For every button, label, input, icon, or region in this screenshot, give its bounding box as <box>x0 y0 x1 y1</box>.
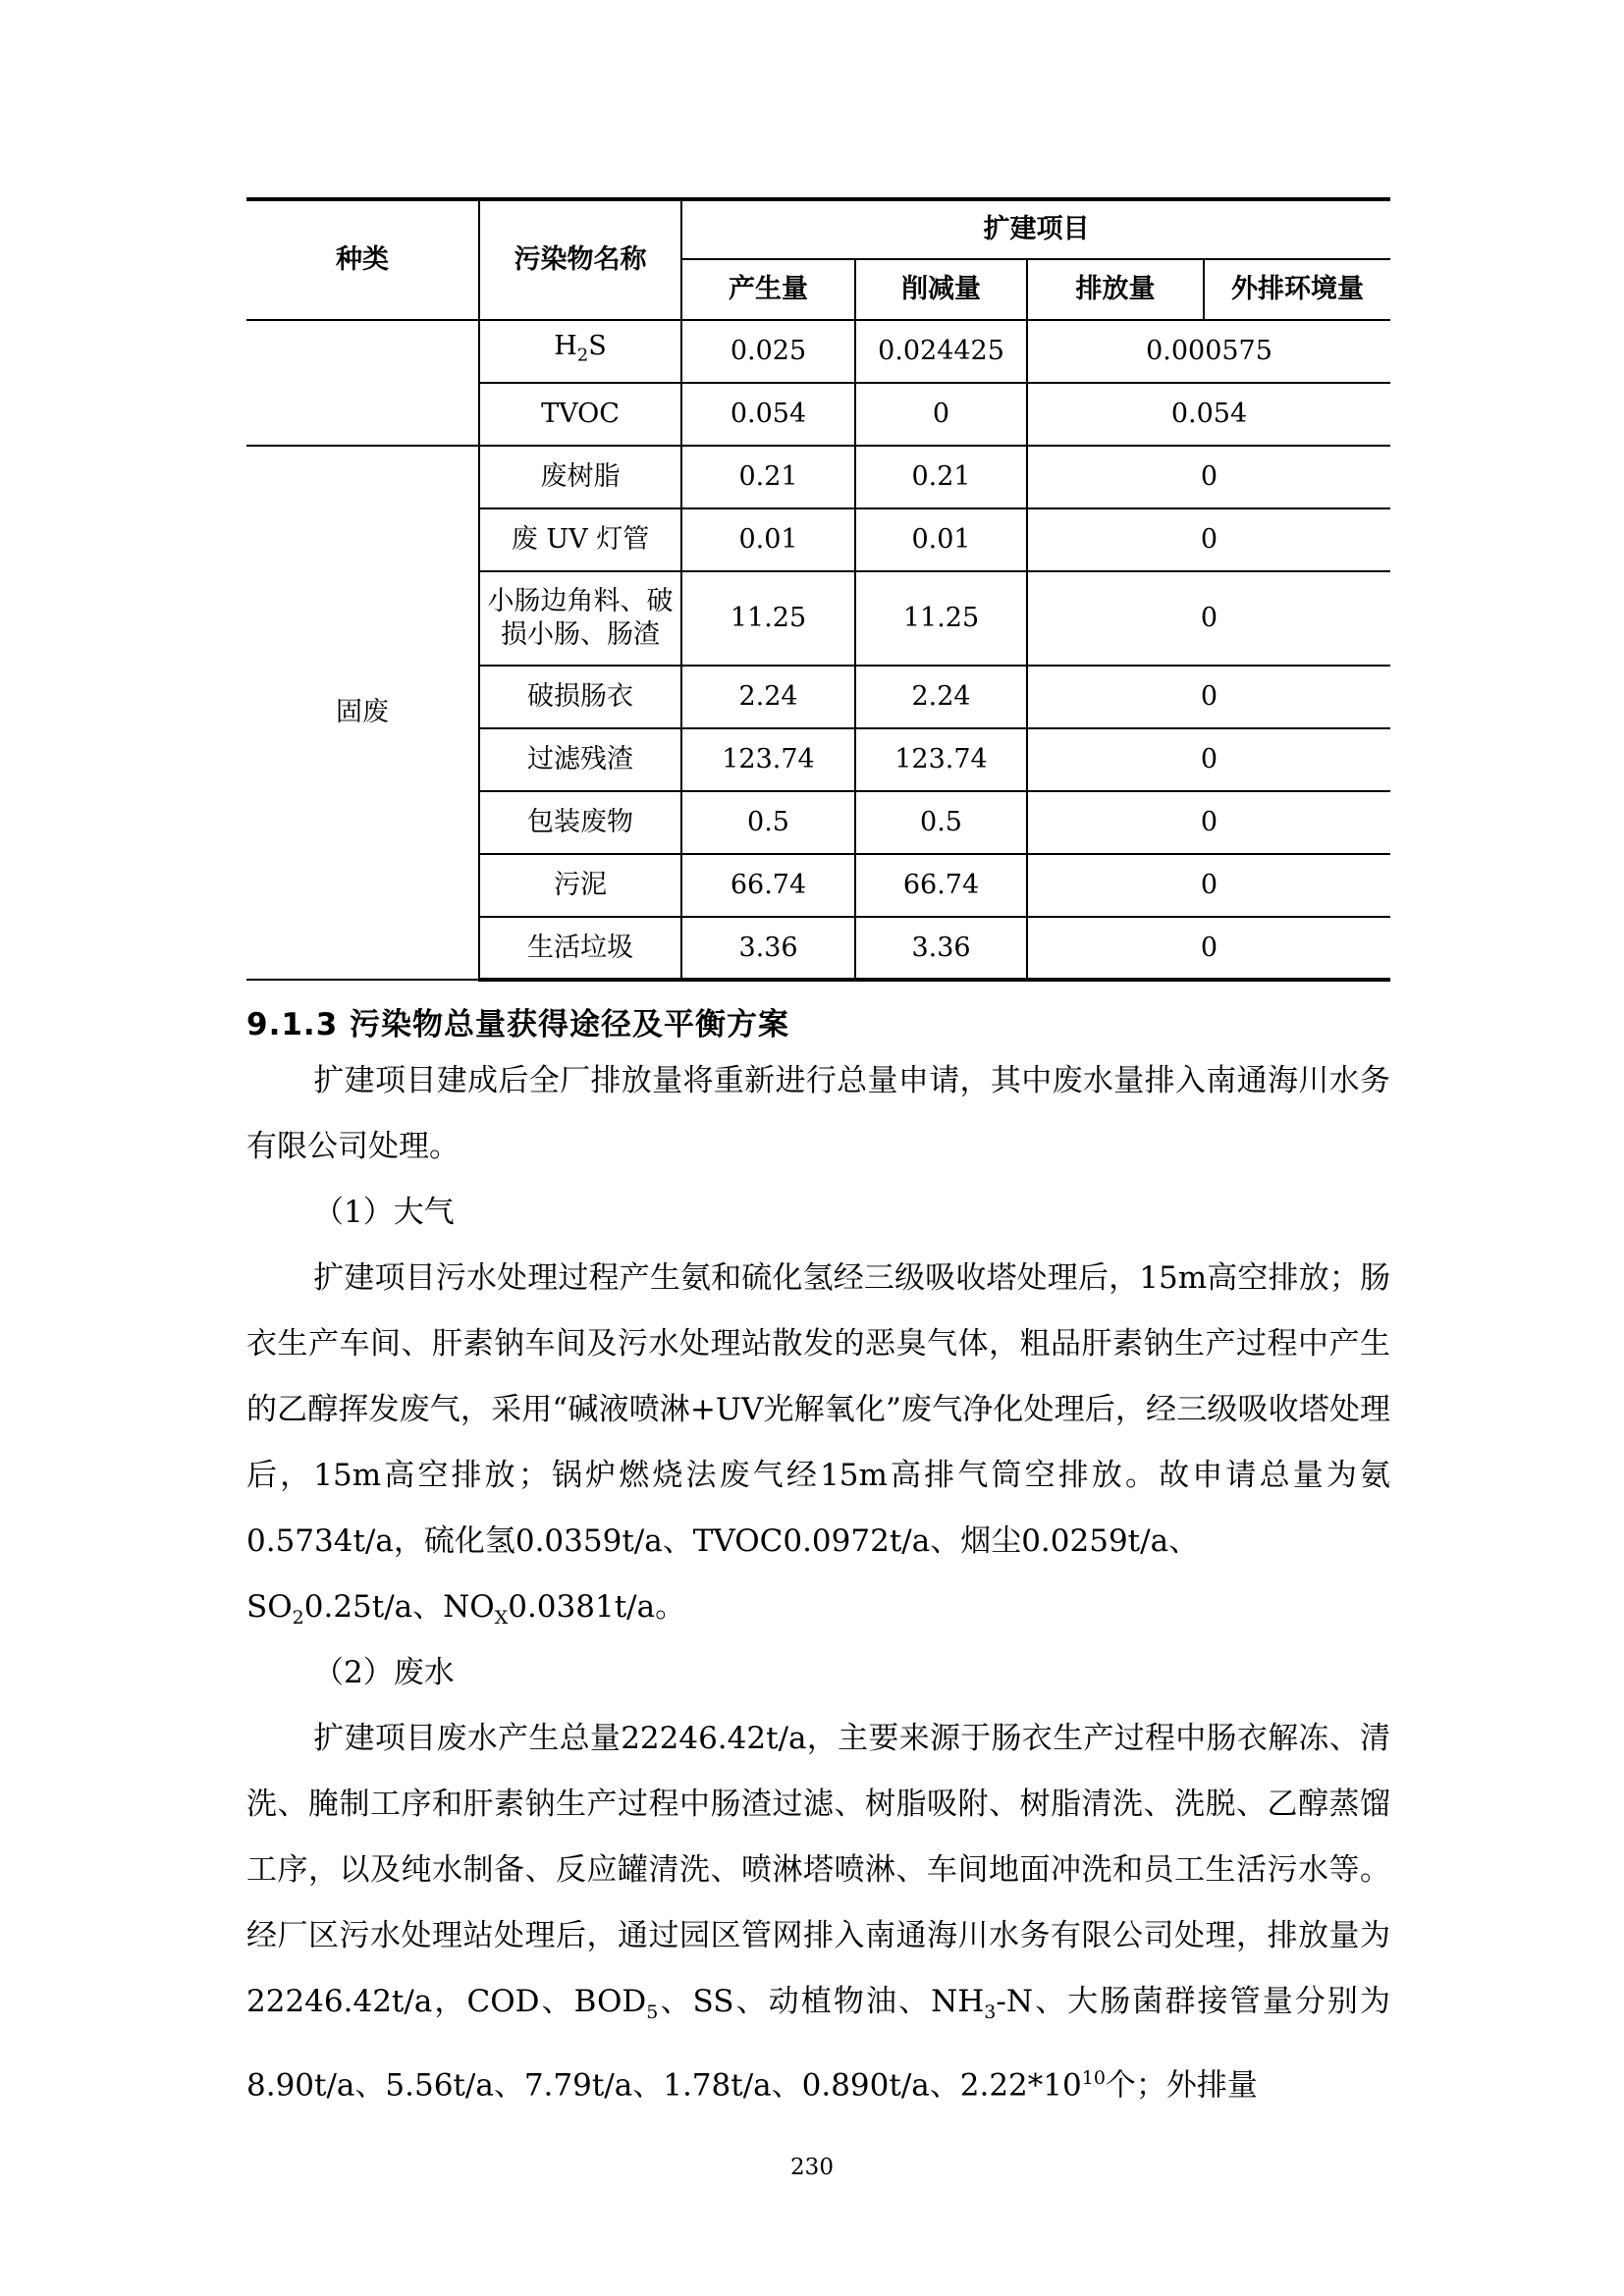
header-external: 外排环境量 <box>1204 259 1390 320</box>
intro-paragraph: 扩建项目建成后全厂排放量将重新进行总量申请，其中废水量排入南通海川水务有限公司处理。 <box>246 1063 1390 1164</box>
pollutant-name: 破损肠衣 <box>479 666 681 728</box>
reduced-value: 11.25 <box>855 571 1027 666</box>
produced-value: 0.21 <box>681 446 855 508</box>
header-reduced: 削减量 <box>855 259 1027 320</box>
table-row <box>246 446 1390 508</box>
page-number: 230 <box>790 2155 834 2180</box>
reduced-value: 0.5 <box>855 791 1027 854</box>
table-header-row <box>246 199 1390 259</box>
produced-value: 0.025 <box>681 320 855 383</box>
reduced-value: 0.024425 <box>855 320 1027 383</box>
pollutant-name: TVOC <box>479 383 681 446</box>
header-discharged: 排放量 <box>1027 259 1204 320</box>
pollutant-name: $H_2S$ <box>479 320 681 383</box>
discharge-value: 0.054 <box>1027 383 1390 446</box>
pollutant-name: 污泥 <box>479 854 681 917</box>
header-produced: 产生量 <box>681 259 855 320</box>
category-cell-solid: 固废 <box>246 446 479 980</box>
reduced-value: 0.01 <box>855 508 1027 571</box>
water-paragraph: 扩建项目废水产生总量22246.42t/a，主要来源于肠衣生产过程中肠衣解冻、清洗、腌制工序和肝素钠生产过程中肠渣过滤、树脂吸附、树脂清洗、洗脱、乙醇蒸馏工序，以及纯水制备、反应罐清洗、喷淋塔喷淋、车间地面冲洗和员工生活污水等。经厂区污水处理站处理后，通过园区管网排入南通海川水务有限公司处理，排放量为22246.42t/a，COD、$BOD_5$、SS、动植物油、$NH_3-N$、大肠菌群接管量分别为8.90t/a、5.56t/a、7.79t/a、1.78t/a、0.890t/a、$2.22*10^{10}$个；外排量 <box>246 1721 1390 2104</box>
reduced-value: 66.74 <box>855 854 1027 917</box>
reduced-value: 2.24 <box>855 666 1027 728</box>
produced-value: 11.25 <box>681 571 855 666</box>
reduced-value: 123.74 <box>855 728 1027 791</box>
discharge-value: 0 <box>1027 666 1390 728</box>
pollutant-name: 生活垃圾 <box>479 917 681 980</box>
pollutant-name: 小肠边角料、破损小肠、肠渣 <box>479 571 681 666</box>
discharge-value: 0 <box>1027 854 1390 917</box>
pollutant-table <box>246 197 1390 982</box>
table-row <box>246 320 1390 383</box>
discharge-value: 0 <box>1027 508 1390 571</box>
category-cell-gas <box>246 320 479 446</box>
pollutant-name: 废树脂 <box>479 446 681 508</box>
produced-value: 0.5 <box>681 791 855 854</box>
header-category: 种类 <box>246 199 479 320</box>
reduced-value: 0.21 <box>855 446 1027 508</box>
discharge-value: 0 <box>1027 571 1390 666</box>
pollutant-name: 包装废物 <box>479 791 681 854</box>
air-paragraph: 扩建项目污水处理过程产生氨和硫化氢经三级吸收塔处理后，15m高空排放；肠衣生产车间、肝素钠车间及污水处理站散发的恶臭气体，粗品肝素钠生产过程中产生的乙醇挥发废气，采用“碱液喷淋+UV光解氧化”废气净化处理后，经三级吸收塔处理后，15m高空排放；锅炉燃烧法废气经15m高排气筒空排放。故申请总量为氨0.5734t/a，硫化氢0.0359t/a、TVOC0.0972t/a、烟尘0.0259t/a、 $SO_20.25t/a$、$NO_X0.0381t/a$。 <box>246 1260 1390 1629</box>
discharge-value: 0 <box>1027 728 1390 791</box>
subheading-air: （1）大气 <box>313 1195 455 1230</box>
produced-value: 66.74 <box>681 854 855 917</box>
section-heading: 9.1.3 污染物总量获得途径及平衡方案 <box>246 1007 790 1042</box>
reduced-value: 3.36 <box>855 917 1027 980</box>
produced-value: 0.054 <box>681 383 855 446</box>
header-pollutant: 污染物名称 <box>479 199 681 320</box>
produced-value: 3.36 <box>681 917 855 980</box>
pollutant-name: 过滤残渣 <box>479 728 681 791</box>
header-group: 扩建项目 <box>681 199 1390 259</box>
produced-value: 2.24 <box>681 666 855 728</box>
discharge-value: 0.000575 <box>1027 320 1390 383</box>
pollutant-name: 废 UV 灯管 <box>479 508 681 571</box>
produced-value: 0.01 <box>681 508 855 571</box>
discharge-value: 0 <box>1027 446 1390 508</box>
subheading-water: （2）废水 <box>313 1655 455 1690</box>
discharge-value: 0 <box>1027 917 1390 980</box>
discharge-value: 0 <box>1027 791 1390 854</box>
produced-value: 123.74 <box>681 728 855 791</box>
reduced-value: 0 <box>855 383 1027 446</box>
